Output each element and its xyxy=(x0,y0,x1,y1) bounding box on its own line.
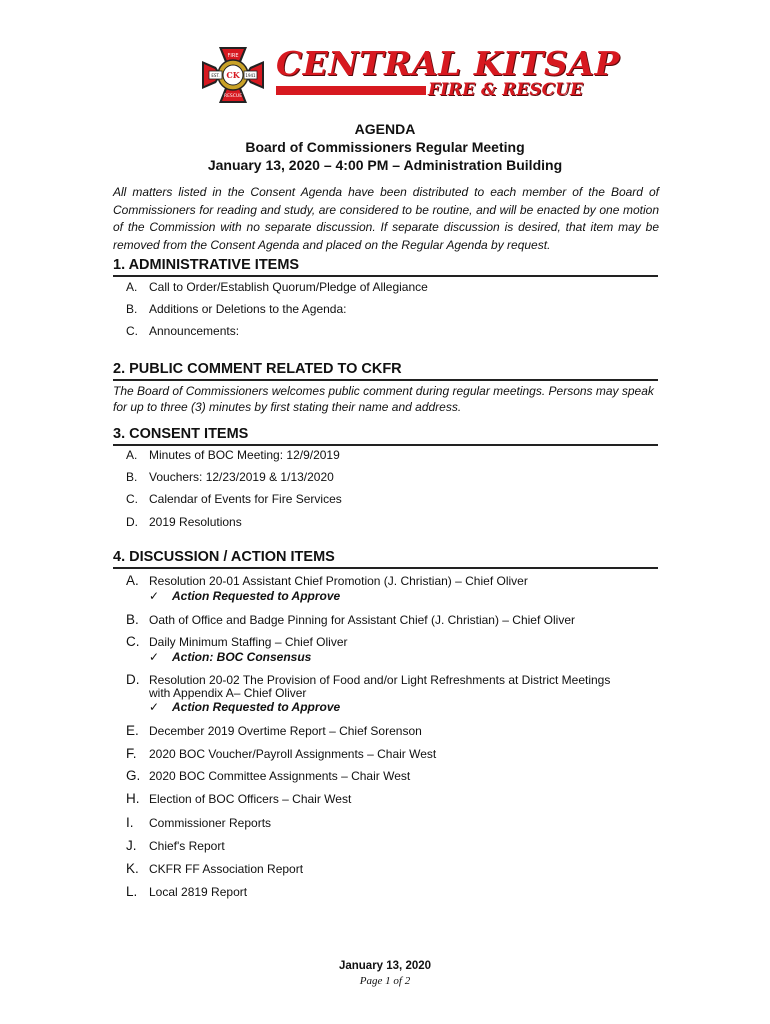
list-item: A. Call to Order/Establish Quorum/Pledge of Allegiance xyxy=(126,280,428,294)
list-item: I. Commissioner Reports xyxy=(126,815,272,830)
badge-bottom-text: RESCUE xyxy=(223,94,243,99)
list-item: C. Calendar of Events for Fire Services xyxy=(126,492,342,506)
list-item: F. 2020 BOC Voucher/Payroll Assignments – Chair West xyxy=(126,746,437,761)
list-item: D. Resolution 20-02 The Provision of Food and/or Light Refreshments at District Meetings xyxy=(126,672,611,687)
action-note: ✓ Action Requested to Approve xyxy=(149,589,341,603)
list-item: A. Resolution 20-01 Assistant Chief Promotion (J. Christian) – Chief Oliver xyxy=(126,573,528,588)
central-kitsap-logo xyxy=(196,44,620,104)
brand-main-text: CENTRAL KITSAP xyxy=(276,44,620,83)
list-item: D. 2019 Resolutions xyxy=(126,515,242,529)
list-item: A. Minutes of BOC Meeting: 12/9/2019 xyxy=(126,448,340,462)
list-item: B. Additions or Deletions to the Agenda: xyxy=(126,302,347,316)
section-rule xyxy=(113,275,658,277)
meeting-date-location: January 13, 2020 – 4:00 PM – Administration Building xyxy=(207,157,563,173)
section-title-discussion: 4. DISCUSSION / ACTION ITEMS xyxy=(113,549,335,565)
badge-top-text: FIRE xyxy=(227,53,239,59)
section-rule xyxy=(113,444,658,446)
brand-sub-text: FIRE & RESCUE xyxy=(428,80,583,100)
checkmark-icon: ✓ xyxy=(149,589,160,603)
list-item: E. December 2019 Overtime Report – Chief Sorenson xyxy=(126,723,422,738)
consent-agenda-intro: All matters listed in the Consent Agenda have been distributed to each member of the Board of Commissioners for reading and study, are considered to be routine, and will be enacted by one motion of the Commission with no separate discussion. If separate discussion is desired, that item may be removed from the Consent Agenda and placed on the Regular Agenda by request. xyxy=(113,185,659,252)
page-number: Page 1 of 2 xyxy=(359,975,411,987)
action-note: ✓ Action Requested to Approve xyxy=(149,700,341,714)
list-item: C. Announcements: xyxy=(126,324,240,338)
list-item: J. Chief's Report xyxy=(126,838,225,853)
list-item: L. Local 2819 Report xyxy=(126,884,248,899)
badge-left-text: EST. xyxy=(211,73,220,78)
public-comment-text: The Board of Commissioners welcomes public comment during regular meetings. Persons may speak for up to three (3) minutes by first stating their name and address. xyxy=(113,384,654,414)
section-title-public-comment: 2. PUBLIC COMMENT RELATED TO CKFR xyxy=(113,361,402,377)
list-item: C. Daily Minimum Staffing – Chief Oliver xyxy=(126,634,348,649)
badge-center-text: CK xyxy=(226,70,240,80)
badge-right-text: 1941 xyxy=(245,73,256,78)
section-rule xyxy=(113,567,658,569)
list-item: B. Oath of Office and Badge Pinning for Assistant Chief (J. Christian) – Chief Oliver xyxy=(126,612,575,627)
agenda-title: AGENDA xyxy=(354,121,416,137)
fire-rescue-badge-icon xyxy=(196,44,270,106)
list-item: H. Election of BOC Officers – Chair West xyxy=(126,791,352,806)
list-item: K. CKFR FF Association Report xyxy=(126,861,304,876)
brand-red-bar xyxy=(276,86,426,95)
checkmark-icon: ✓ xyxy=(149,650,160,664)
list-item: G. 2020 BOC Committee Assignments – Chair West xyxy=(126,768,411,783)
meeting-title: Board of Commissioners Regular Meeting xyxy=(245,139,525,155)
list-item: B. Vouchers: 12/23/2019 & 1/13/2020 xyxy=(126,470,334,484)
action-note: ✓ Action: BOC Consensus xyxy=(149,650,312,664)
checkmark-icon: ✓ xyxy=(149,700,160,714)
section-title-administrative: 1. ADMINISTRATIVE ITEMS xyxy=(113,257,300,273)
footer-date: January 13, 2020 xyxy=(338,960,432,972)
section-title-consent: 3. CONSENT ITEMS xyxy=(113,426,249,442)
section-rule xyxy=(113,379,658,381)
list-item-continuation: with Appendix A– Chief Oliver xyxy=(149,686,307,700)
